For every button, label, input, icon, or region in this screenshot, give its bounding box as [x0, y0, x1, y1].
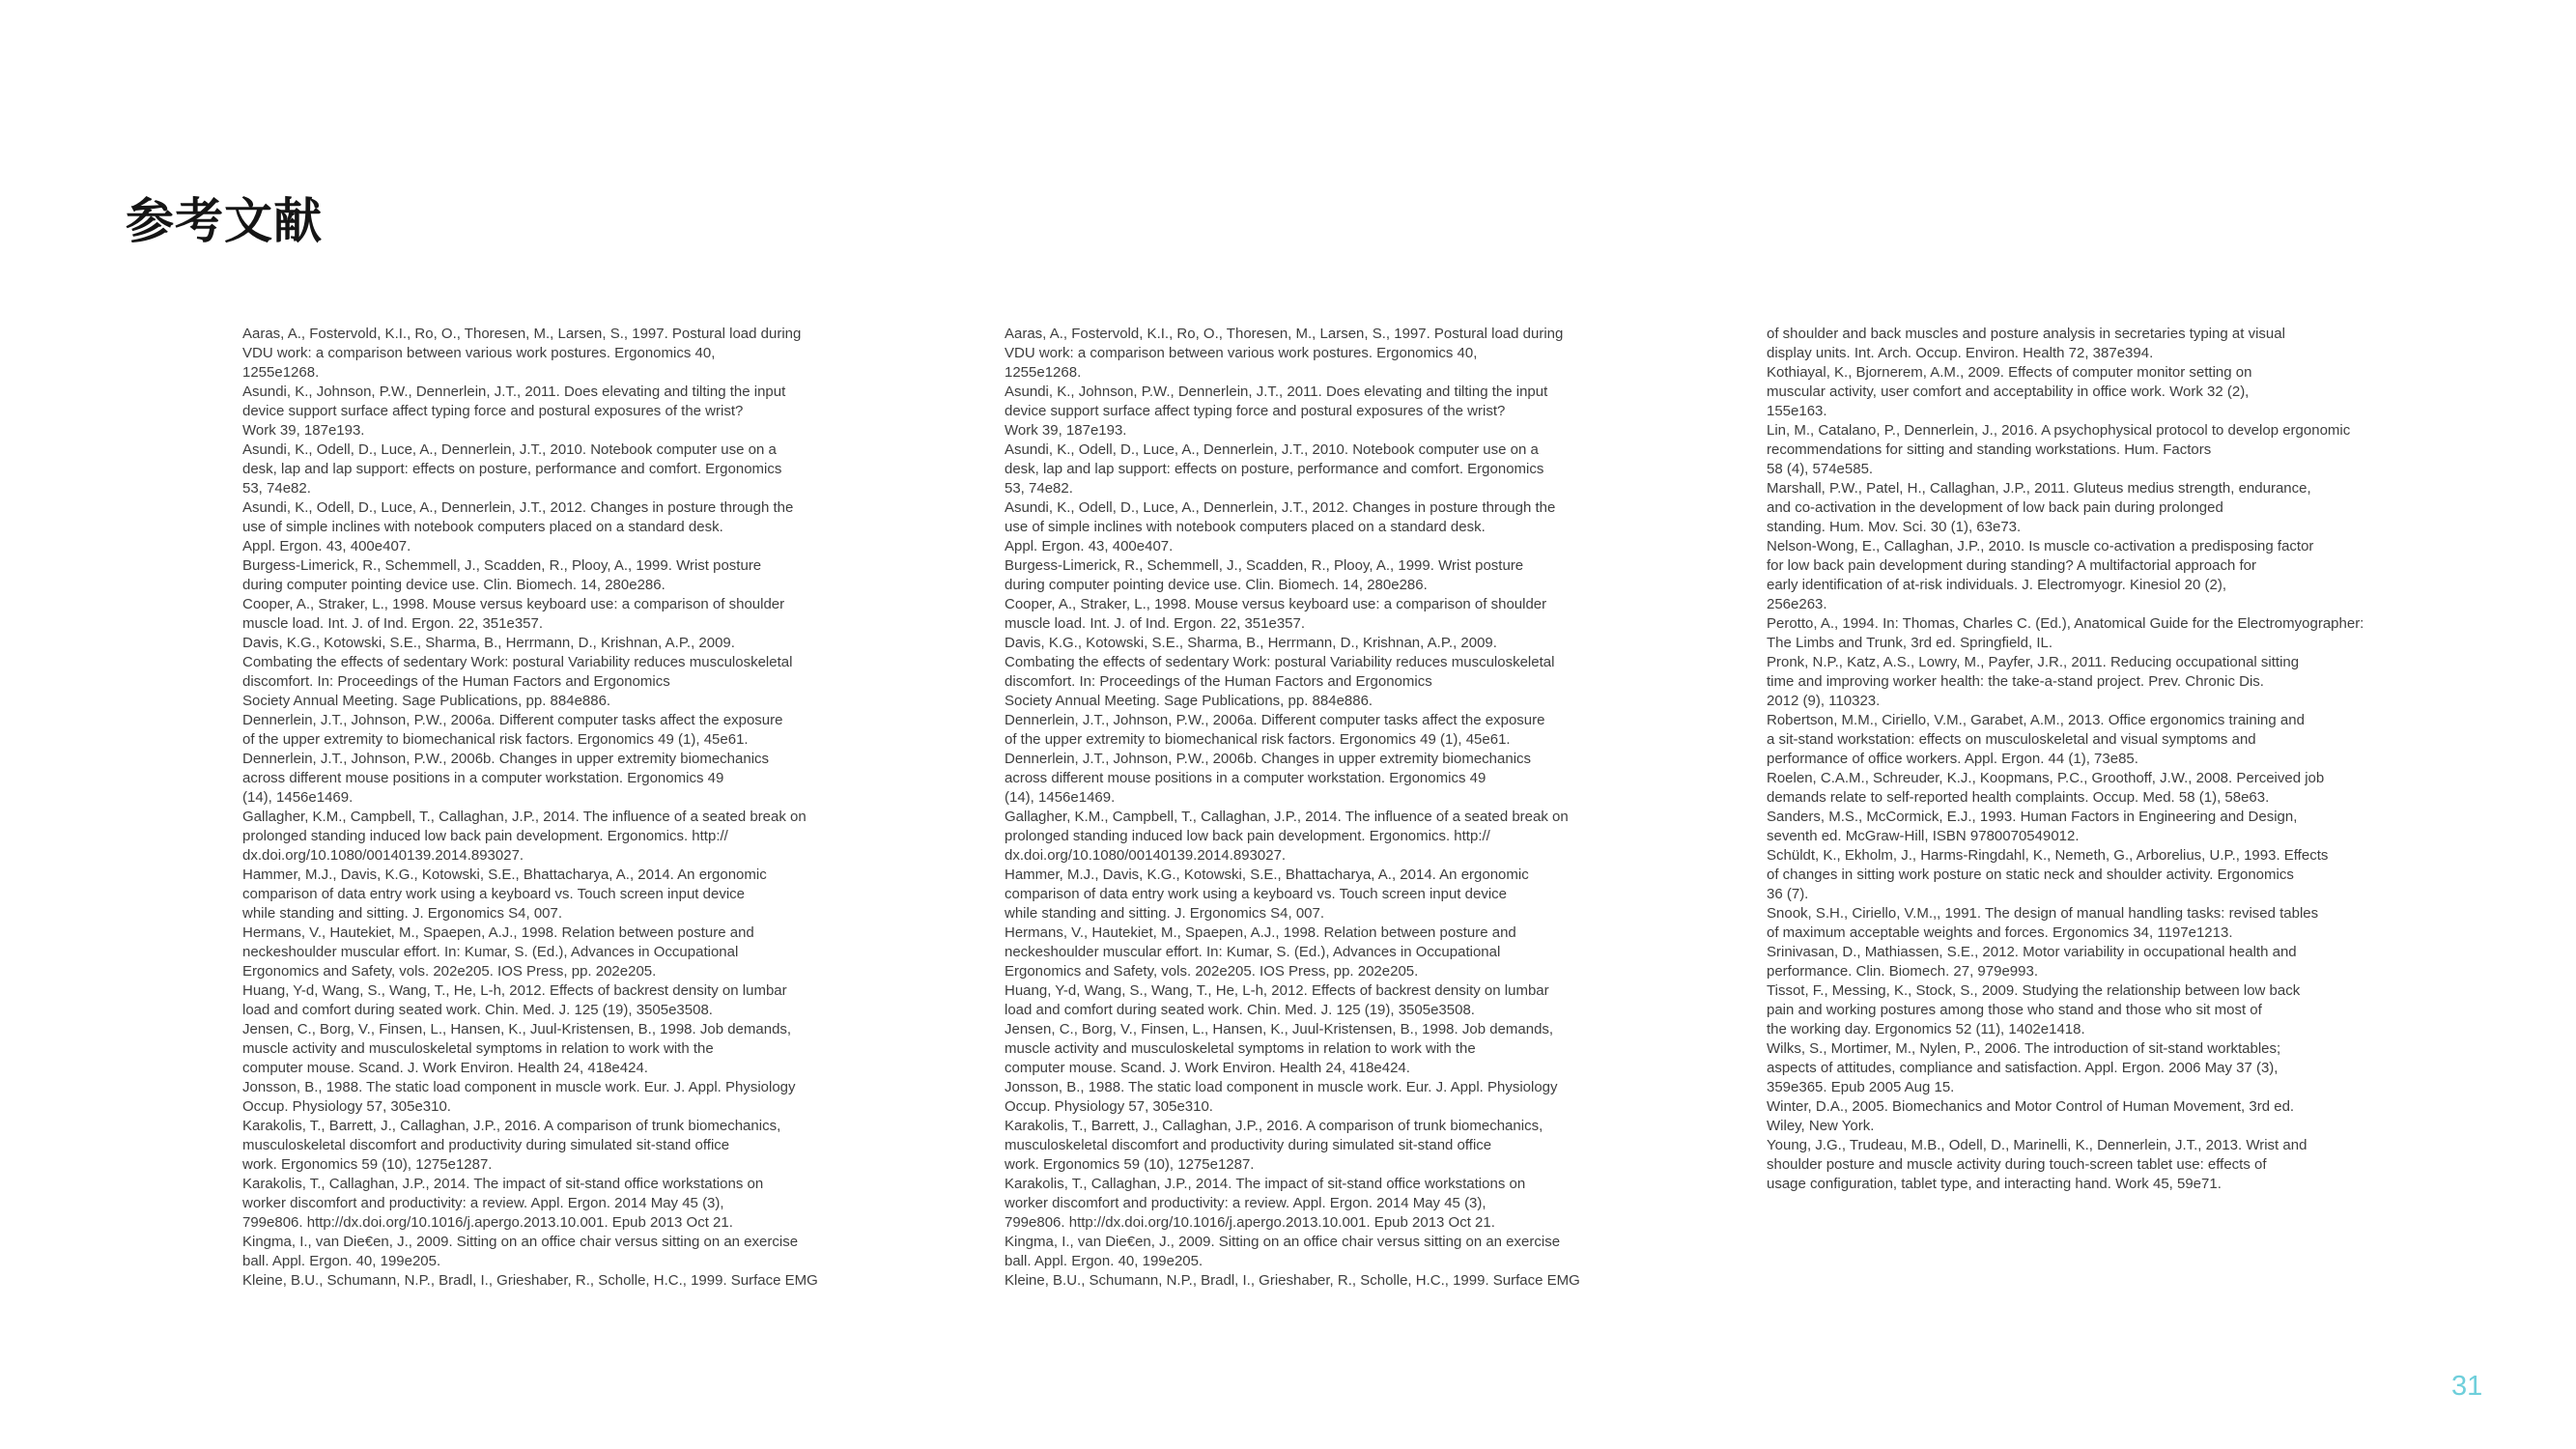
- reference-line: Hammer, M.J., Davis, K.G., Kotowski, S.E., Bhattacharya, A., 2014. An ergonomic: [1005, 867, 1529, 883]
- reference-line: 36 (7).: [1767, 886, 1809, 902]
- reference-line: Young, J.G., Trudeau, M.B., Odell, D., Marinelli, K., Dennerlein, J.T., 2013. Wrist and: [1767, 1137, 2307, 1153]
- reference-line: Dennerlein, J.T., Johnson, P.W., 2006b. Changes in upper extremity biomechanics: [242, 751, 770, 767]
- page-number: 31: [2451, 1371, 2483, 1402]
- reference-line: Jensen, C., Borg, V., Finsen, L., Hansen, K., Juul-Kristensen, B., 1998. Job demands,: [242, 1021, 792, 1037]
- reference-line: Pronk, N.P., Katz, A.S., Lowry, M., Payfer, J.R., 2011. Reducing occupational sitting: [1767, 654, 2300, 670]
- reference-line: Kingma, I., van Die€en, J., 2009. Sitting on an office chair versus sitting on an exercise: [1005, 1234, 1561, 1250]
- reference-line: Society Annual Meeting. Sage Publications, pp. 884e886.: [242, 693, 611, 709]
- reference-line: desk, lap and lap support: effects on posture, performance and comfort. Ergonomics: [242, 461, 782, 477]
- reference-line: recommendations for sitting and standing workstations. Hum. Factors: [1767, 441, 2212, 458]
- reference-line: Work 39, 187e193.: [242, 422, 365, 439]
- reference-line: aspects of attitudes, compliance and satisfaction. Appl. Ergon. 2006 May 37 (3),: [1767, 1060, 2279, 1076]
- reference-line: performance. Clin. Biomech. 27, 979e993.: [1767, 963, 2038, 980]
- reference-line: during computer pointing device use. Clin. Biomech. 14, 280e286.: [1005, 577, 1428, 593]
- reference-line: 2012 (9), 110323.: [1767, 693, 1881, 709]
- reference-line: Winter, D.A., 2005. Biomechanics and Motor Control of Human Movement, 3rd ed.: [1767, 1098, 2295, 1115]
- reference-line: Kleine, B.U., Schumann, N.P., Bradl, I., Grieshaber, R., Scholle, H.C., 1999. Surface EMG: [242, 1272, 818, 1289]
- references-column-3: [1767, 325, 2435, 1291]
- reference-line: use of simple inclines with notebook computers placed on a standard desk.: [1005, 519, 1486, 535]
- reference-line: Davis, K.G., Kotowski, S.E., Sharma, B., Herrmann, D., Krishnan, A.P., 2009.: [242, 635, 735, 651]
- reference-line: Huang, Y-d, Wang, S., Wang, T., He, L-h, 2012. Effects of backrest density on lumbar: [242, 982, 787, 999]
- reference-line: VDU work: a comparison between various work postures. Ergonomics 40,: [242, 345, 716, 361]
- reference-line: Karakolis, T., Callaghan, J.P., 2014. The impact of sit-stand office workstations on: [1005, 1176, 1526, 1192]
- reference-line: worker discomfort and productivity: a review. Appl. Ergon. 2014 May 45 (3),: [1005, 1195, 1486, 1211]
- reference-line: Aaras, A., Fostervold, K.I., Ro, O., Thoresen, M., Larsen, S., 1997. Postural load during: [242, 326, 802, 342]
- reference-line: muscle activity and musculoskeletal symptoms in relation to work with the: [242, 1040, 714, 1057]
- reference-line: of shoulder and back muscles and posture analysis in secretaries typing at visual: [1767, 326, 2285, 342]
- reference-line: demands relate to self-reported health complaints. Occup. Med. 58 (1), 58e63.: [1767, 789, 2270, 806]
- reference-line: device support surface affect typing force and postural exposures of the wrist?: [1005, 403, 1506, 419]
- reference-line: Wilks, S., Mortimer, M., Nylen, P., 2006. The introduction of sit-stand worktables;: [1767, 1040, 2281, 1057]
- reference-line: musculoskeletal discomfort and productivity during simulated sit-stand office: [242, 1137, 730, 1153]
- reference-line: dx.doi.org/10.1080/00140139.2014.893027.: [1005, 847, 1287, 864]
- reference-line: Lin, M., Catalano, P., Dennerlein, J., 2016. A psychophysical protocol to develop ergonomic: [1767, 422, 2351, 439]
- reference-line: Wiley, New York.: [1767, 1118, 1875, 1134]
- references-section: [242, 325, 2435, 1291]
- reference-line: comparison of data entry work using a keyboard vs. Touch screen input device: [242, 886, 746, 902]
- reference-line: Karakolis, T., Barrett, J., Callaghan, J.P., 2016. A comparison of trunk biomechanics,: [242, 1118, 781, 1134]
- reference-line: Asundi, K., Odell, D., Luce, A., Dennerlein, J.T., 2012. Changes in posture through the: [1005, 499, 1556, 516]
- reference-line: 359e365. Epub 2005 Aug 15.: [1767, 1079, 1955, 1095]
- reference-line: seventh ed. McGraw-Hill, ISBN 9780070549012.: [1767, 828, 2080, 844]
- reference-line: computer mouse. Scand. J. Work Environ. Health 24, 418e424.: [242, 1060, 648, 1076]
- reference-line: worker discomfort and productivity: a review. Appl. Ergon. 2014 May 45 (3),: [242, 1195, 724, 1211]
- reference-line: Gallagher, K.M., Campbell, T., Callaghan, J.P., 2014. The influence of a seated break on: [1005, 809, 1569, 825]
- reference-line: while standing and sitting. J. Ergonomics S4, 007.: [1005, 905, 1325, 922]
- reference-line: 155e163.: [1767, 403, 1827, 419]
- reference-line: Jonsson, B., 1988. The static load component in muscle work. Eur. J. Appl. Physiology: [242, 1079, 796, 1095]
- reference-line: ball. Appl. Ergon. 40, 199e205.: [1005, 1253, 1203, 1269]
- reference-line: 1255e1268.: [1005, 364, 1082, 381]
- reference-line: Davis, K.G., Kotowski, S.E., Sharma, B., Herrmann, D., Krishnan, A.P., 2009.: [1005, 635, 1497, 651]
- reference-line: Asundi, K., Odell, D., Luce, A., Dennerlein, J.T., 2012. Changes in posture through the: [242, 499, 794, 516]
- reference-line: Burgess-Limerick, R., Schemmell, J., Scadden, R., Plooy, A., 1999. Wrist posture: [242, 557, 762, 574]
- reference-line: prolonged standing induced low back pain development. Ergonomics. http://: [242, 828, 728, 844]
- reference-line: of changes in sitting work posture on static neck and shoulder activity. Ergonomics: [1767, 867, 2294, 883]
- reference-line: Appl. Ergon. 43, 400e407.: [242, 538, 411, 554]
- reference-line: 799e806. http://dx.doi.org/10.1016/j.apergo.2013.10.001. Epub 2013 Oct 21.: [242, 1214, 733, 1231]
- reference-line: (14), 1456e1469.: [242, 789, 354, 806]
- reference-line: of the upper extremity to biomechanical risk factors. Ergonomics 49 (1), 45e61.: [1005, 731, 1511, 748]
- reference-line: the working day. Ergonomics 52 (11), 1402e1418.: [1767, 1021, 2085, 1037]
- reference-line: while standing and sitting. J. Ergonomics S4, 007.: [242, 905, 563, 922]
- reference-line: Hammer, M.J., Davis, K.G., Kotowski, S.E., Bhattacharya, A., 2014. An ergonomic: [242, 867, 767, 883]
- reference-line: Kleine, B.U., Schumann, N.P., Bradl, I., Grieshaber, R., Scholle, H.C., 1999. Surface EMG: [1005, 1272, 1580, 1289]
- reference-line: discomfort. In: Proceedings of the Human Factors and Ergonomics: [242, 673, 670, 690]
- reference-line: Dennerlein, J.T., Johnson, P.W., 2006b. Changes in upper extremity biomechanics: [1005, 751, 1532, 767]
- reference-line: of maximum acceptable weights and forces. Ergonomics 34, 1197e1213.: [1767, 924, 2233, 941]
- reference-line: Cooper, A., Straker, L., 1998. Mouse versus keyboard use: a comparison of shoulder: [1005, 596, 1547, 612]
- reference-line: Perotto, A., 1994. In: Thomas, Charles C. (Ed.), Anatomical Guide for the Electromyographer:: [1767, 615, 2364, 632]
- reference-line: prolonged standing induced low back pain development. Ergonomics. http://: [1005, 828, 1490, 844]
- reference-line: early identification of at-risk individuals. J. Electromyogr. Kinesiol 20 (2),: [1767, 577, 2227, 593]
- reference-line: Kingma, I., van Die€en, J., 2009. Sitting on an office chair versus sitting on an exercise: [242, 1234, 799, 1250]
- references-column-1: [242, 325, 911, 1291]
- reference-line: Occup. Physiology 57, 305e310.: [242, 1098, 451, 1115]
- reference-line: Srinivasan, D., Mathiassen, S.E., 2012. Motor variability in occupational health and: [1767, 944, 2297, 960]
- reference-line: (14), 1456e1469.: [1005, 789, 1116, 806]
- reference-line: ball. Appl. Ergon. 40, 199e205.: [242, 1253, 441, 1269]
- reference-line: Marshall, P.W., Patel, H., Callaghan, J.P., 2011. Gluteus medius strength, endurance,: [1767, 480, 2311, 497]
- reference-line: standing. Hum. Mov. Sci. 30 (1), 63e73.: [1767, 519, 2022, 535]
- reference-line: performance of office workers. Appl. Ergon. 44 (1), 73e85.: [1767, 751, 2138, 767]
- reference-line: Hermans, V., Hautekiet, M., Spaepen, A.J., 1998. Relation between posture and: [1005, 924, 1516, 941]
- reference-line: device support surface affect typing force and postural exposures of the wrist?: [242, 403, 744, 419]
- reference-line: Karakolis, T., Callaghan, J.P., 2014. The impact of sit-stand office workstations on: [242, 1176, 764, 1192]
- reference-line: Gallagher, K.M., Campbell, T., Callaghan, J.P., 2014. The influence of a seated break on: [242, 809, 807, 825]
- reference-line: work. Ergonomics 59 (10), 1275e1287.: [1005, 1156, 1255, 1173]
- reference-line: Dennerlein, J.T., Johnson, P.W., 2006a. Different computer tasks affect the exposure: [242, 712, 783, 728]
- reference-line: Roelen, C.A.M., Schreuder, K.J., Koopmans, P.C., Groothoff, J.W., 2008. Perceived job: [1767, 770, 2325, 786]
- reference-line: work. Ergonomics 59 (10), 1275e1287.: [242, 1156, 493, 1173]
- references-column-2: [1005, 325, 1673, 1291]
- reference-line: Ergonomics and Safety, vols. 202e205. IOS Press, pp. 202e205.: [1005, 963, 1419, 980]
- reference-line: musculoskeletal discomfort and productivity during simulated sit-stand office: [1005, 1137, 1492, 1153]
- reference-line: Karakolis, T., Barrett, J., Callaghan, J.P., 2016. A comparison of trunk biomechanics,: [1005, 1118, 1543, 1134]
- reference-line: Asundi, K., Johnson, P.W., Dennerlein, J.T., 2011. Does elevating and tilting the input: [1005, 384, 1548, 400]
- reference-line: 256e263.: [1767, 596, 1827, 612]
- reference-line: display units. Int. Arch. Occup. Environ. Health 72, 387e394.: [1767, 345, 2154, 361]
- reference-line: across different mouse positions in a computer workstation. Ergonomics 49: [242, 770, 724, 786]
- reference-line: muscular activity, user comfort and acceptability in office work. Work 32 (2),: [1767, 384, 2250, 400]
- reference-line: Asundi, K., Johnson, P.W., Dennerlein, J.T., 2011. Does elevating and tilting the input: [242, 384, 786, 400]
- reference-line: 1255e1268.: [242, 364, 320, 381]
- reference-line: Robertson, M.M., Ciriello, V.M., Garabet, A.M., 2013. Office ergonomics training and: [1767, 712, 2305, 728]
- reference-line: computer mouse. Scand. J. Work Environ. Health 24, 418e424.: [1005, 1060, 1410, 1076]
- reference-line: Hermans, V., Hautekiet, M., Spaepen, A.J., 1998. Relation between posture and: [242, 924, 754, 941]
- reference-line: neckeshoulder muscular effort. In: Kumar, S. (Ed.), Advances in Occupational: [1005, 944, 1501, 960]
- reference-line: of the upper extremity to biomechanical risk factors. Ergonomics 49 (1), 45e61.: [242, 731, 749, 748]
- reference-line: Sanders, M.S., McCormick, E.J., 1993. Human Factors in Engineering and Design,: [1767, 809, 2298, 825]
- reference-line: pain and working postures among those who stand and those who sit most of: [1767, 1002, 2262, 1018]
- reference-line: during computer pointing device use. Clin. Biomech. 14, 280e286.: [242, 577, 665, 593]
- reference-line: Occup. Physiology 57, 305e310.: [1005, 1098, 1213, 1115]
- reference-line: Burgess-Limerick, R., Schemmell, J., Scadden, R., Plooy, A., 1999. Wrist posture: [1005, 557, 1524, 574]
- reference-line: Tissot, F., Messing, K., Stock, S., 2009. Studying the relationship between low back: [1767, 982, 2301, 999]
- reference-line: Snook, S.H., Ciriello, V.M.,, 1991. The design of manual handling tasks: revised tables: [1767, 905, 2319, 922]
- reference-line: Work 39, 187e193.: [1005, 422, 1127, 439]
- reference-line: a sit-stand workstation: effects on musculoskeletal and visual symptoms and: [1767, 731, 2256, 748]
- reference-line: 53, 74e82.: [1005, 480, 1073, 497]
- reference-line: Combating the effects of sedentary Work: postural Variability reduces musculoskeletal: [1005, 654, 1555, 670]
- reference-line: 53, 74e82.: [242, 480, 311, 497]
- reference-line: Schüldt, K., Ekholm, J., Harms-Ringdahl, K., Nemeth, G., Arborelius, U.P., 1993. Effects: [1767, 847, 2329, 864]
- reference-line: Cooper, A., Straker, L., 1998. Mouse versus keyboard use: a comparison of shoulder: [242, 596, 785, 612]
- reference-line: Ergonomics and Safety, vols. 202e205. IOS Press, pp. 202e205.: [242, 963, 657, 980]
- reference-line: muscle load. Int. J. of Ind. Ergon. 22, 351e357.: [1005, 615, 1306, 632]
- reference-line: Asundi, K., Odell, D., Luce, A., Dennerlein, J.T., 2010. Notebook computer use on a: [1005, 441, 1539, 458]
- reference-line: neckeshoulder muscular effort. In: Kumar, S. (Ed.), Advances in Occupational: [242, 944, 739, 960]
- reference-line: for low back pain development during standing? A multifactorial approach for: [1767, 557, 2256, 574]
- reference-line: time and improving worker health: the take-a-stand project. Prev. Chronic Dis.: [1767, 673, 2264, 690]
- reference-line: Aaras, A., Fostervold, K.I., Ro, O., Thoresen, M., Larsen, S., 1997. Postural load during: [1005, 326, 1564, 342]
- reference-line: 58 (4), 574e585.: [1767, 461, 1874, 477]
- reference-line: Huang, Y-d, Wang, S., Wang, T., He, L-h, 2012. Effects of backrest density on lumbar: [1005, 982, 1549, 999]
- reference-line: usage configuration, tablet type, and interacting hand. Work 45, 59e71.: [1767, 1176, 2222, 1192]
- reference-line: across different mouse positions in a computer workstation. Ergonomics 49: [1005, 770, 1486, 786]
- reference-line: desk, lap and lap support: effects on posture, performance and comfort. Ergonomics: [1005, 461, 1544, 477]
- reference-line: muscle activity and musculoskeletal symptoms in relation to work with the: [1005, 1040, 1476, 1057]
- reference-line: dx.doi.org/10.1080/00140139.2014.893027.: [242, 847, 524, 864]
- reference-line: Kothiayal, K., Bjornerem, A.M., 2009. Effects of computer monitor setting on: [1767, 364, 2252, 381]
- reference-line: load and comfort during seated work. Chin. Med. J. 125 (19), 3505e3508.: [1005, 1002, 1475, 1018]
- reference-line: comparison of data entry work using a keyboard vs. Touch screen input device: [1005, 886, 1508, 902]
- page-title: 参考文献: [126, 194, 323, 248]
- reference-line: Society Annual Meeting. Sage Publications, pp. 884e886.: [1005, 693, 1373, 709]
- reference-line: Jensen, C., Borg, V., Finsen, L., Hansen, K., Juul-Kristensen, B., 1998. Job demands,: [1005, 1021, 1554, 1037]
- reference-line: use of simple inclines with notebook computers placed on a standard desk.: [242, 519, 723, 535]
- reference-line: Appl. Ergon. 43, 400e407.: [1005, 538, 1174, 554]
- reference-line: Jonsson, B., 1988. The static load component in muscle work. Eur. J. Appl. Physiology: [1005, 1079, 1558, 1095]
- reference-line: muscle load. Int. J. of Ind. Ergon. 22, 351e357.: [242, 615, 544, 632]
- reference-line: load and comfort during seated work. Chin. Med. J. 125 (19), 3505e3508.: [242, 1002, 713, 1018]
- reference-line: Dennerlein, J.T., Johnson, P.W., 2006a. Different computer tasks affect the exposure: [1005, 712, 1545, 728]
- reference-line: VDU work: a comparison between various work postures. Ergonomics 40,: [1005, 345, 1478, 361]
- reference-line: Asundi, K., Odell, D., Luce, A., Dennerlein, J.T., 2010. Notebook computer use on a: [242, 441, 777, 458]
- reference-line: The Limbs and Trunk, 3rd ed. Springfield, IL.: [1767, 635, 2052, 651]
- reference-line: Combating the effects of sedentary Work: postural Variability reduces musculoskeletal: [242, 654, 793, 670]
- reference-line: and co-activation in the development of low back pain during prolonged: [1767, 499, 2223, 516]
- reference-line: discomfort. In: Proceedings of the Human Factors and Ergonomics: [1005, 673, 1432, 690]
- reference-line: 799e806. http://dx.doi.org/10.1016/j.apergo.2013.10.001. Epub 2013 Oct 21.: [1005, 1214, 1495, 1231]
- reference-line: shoulder posture and muscle activity during touch-screen tablet use: effects of: [1767, 1156, 2267, 1173]
- reference-line: Nelson-Wong, E., Callaghan, J.P., 2010. Is muscle co-activation a predisposing factor: [1767, 538, 2314, 554]
